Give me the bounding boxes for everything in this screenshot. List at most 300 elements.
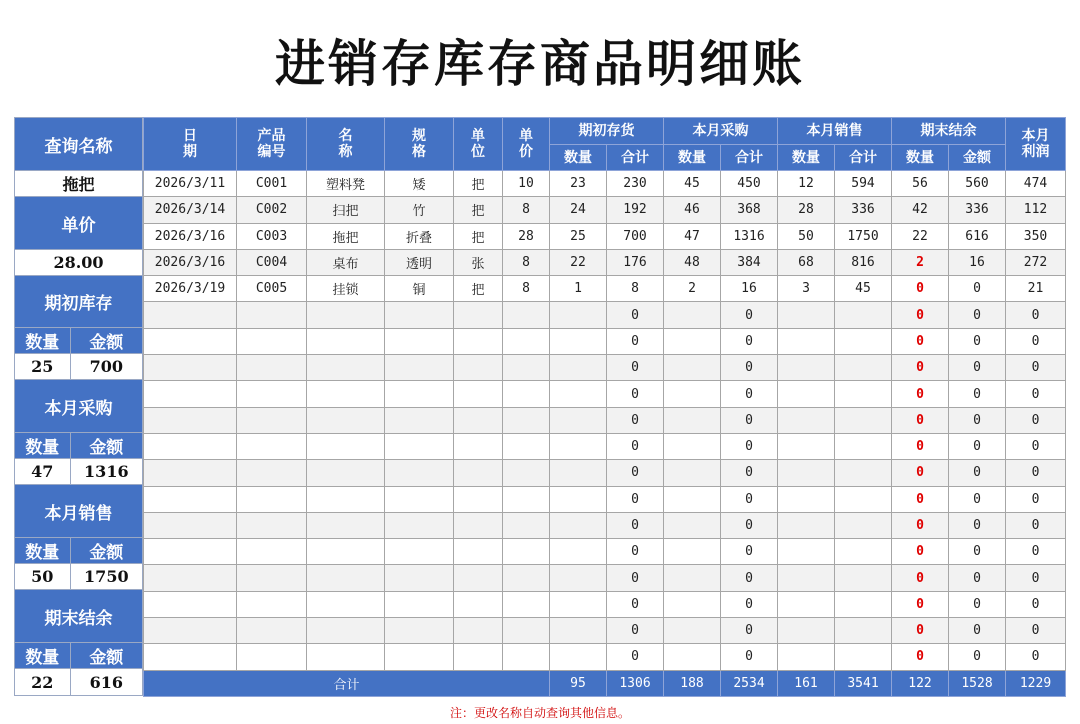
table-cell[interactable]: 8 [503, 276, 550, 302]
table-cell[interactable] [835, 591, 892, 617]
table-cell[interactable]: 23 [550, 171, 607, 197]
table-cell[interactable] [664, 591, 721, 617]
table-cell[interactable]: 46 [664, 197, 721, 223]
table-cell[interactable]: 594 [835, 171, 892, 197]
table-cell[interactable]: 28 [778, 197, 835, 223]
table-cell[interactable] [144, 302, 237, 328]
table-cell[interactable]: 0 [892, 618, 949, 644]
table-cell[interactable] [550, 565, 607, 591]
table-cell[interactable] [385, 355, 454, 381]
table-row [144, 328, 1066, 354]
table-cell[interactable] [835, 355, 892, 381]
table-cell[interactable] [550, 407, 607, 433]
table-cell[interactable]: C004 [237, 249, 307, 275]
table-cell[interactable]: 0 [1006, 302, 1066, 328]
table-cell[interactable] [778, 355, 835, 381]
table-cell[interactable] [550, 381, 607, 407]
table-cell[interactable]: 0 [892, 328, 949, 354]
opening-stock-label: 期初库存 [15, 276, 143, 328]
table-cell[interactable] [454, 460, 503, 486]
table-cell[interactable] [307, 644, 385, 670]
table-cell[interactable]: 0 [949, 407, 1006, 433]
purchase-amt-label: 金额 [70, 433, 142, 459]
table-cell[interactable] [307, 565, 385, 591]
table-cell[interactable] [454, 618, 503, 644]
table-cell[interactable]: 0 [892, 407, 949, 433]
query-name-input[interactable]: 拖把 [15, 171, 143, 197]
table-cell[interactable] [144, 381, 237, 407]
table-cell[interactable]: 0 [721, 565, 778, 591]
table-cell[interactable]: 0 [949, 355, 1006, 381]
table-cell[interactable] [835, 539, 892, 565]
table-cell[interactable]: 0 [607, 355, 664, 381]
table-cell[interactable]: 0 [949, 539, 1006, 565]
table-cell[interactable] [835, 302, 892, 328]
table-cell[interactable]: 0 [721, 539, 778, 565]
table-cell[interactable] [835, 618, 892, 644]
table-cell[interactable] [454, 302, 503, 328]
table-cell[interactable] [550, 539, 607, 565]
table-cell[interactable]: 0 [721, 512, 778, 538]
table-cell[interactable]: 拖把 [307, 223, 385, 249]
table-cell[interactable]: 24 [550, 197, 607, 223]
table-cell[interactable] [503, 381, 550, 407]
sales-amt-value: 1750 [70, 564, 142, 590]
table-cell[interactable] [385, 486, 454, 512]
table-cell[interactable] [307, 591, 385, 617]
table-cell[interactable]: 336 [835, 197, 892, 223]
table-cell[interactable] [550, 591, 607, 617]
table-cell[interactable] [454, 355, 503, 381]
table-cell[interactable] [778, 591, 835, 617]
table-cell[interactable] [835, 512, 892, 538]
table-cell[interactable] [503, 302, 550, 328]
table-cell[interactable]: 0 [892, 381, 949, 407]
table-cell[interactable]: 350 [1006, 223, 1066, 249]
table-cell[interactable] [664, 355, 721, 381]
table-cell[interactable] [385, 618, 454, 644]
table-cell[interactable]: 0 [949, 460, 1006, 486]
table-cell[interactable]: 16 [949, 249, 1006, 275]
table-cell[interactable]: 0 [1006, 486, 1066, 512]
table-cell[interactable] [778, 486, 835, 512]
table-cell[interactable] [144, 460, 237, 486]
table-cell[interactable] [237, 565, 307, 591]
table-cell[interactable] [307, 381, 385, 407]
table-cell[interactable] [237, 460, 307, 486]
table-cell[interactable]: 16 [721, 276, 778, 302]
table-cell[interactable] [307, 433, 385, 459]
table-cell[interactable] [550, 460, 607, 486]
table-cell[interactable]: 1750 [835, 223, 892, 249]
table-cell[interactable] [664, 328, 721, 354]
table-cell[interactable]: 0 [721, 355, 778, 381]
table-cell[interactable] [237, 486, 307, 512]
table-cell[interactable]: 50 [778, 223, 835, 249]
table-cell[interactable]: 0 [892, 644, 949, 670]
table-cell[interactable] [144, 512, 237, 538]
table-cell[interactable]: 0 [721, 486, 778, 512]
table-cell[interactable] [835, 433, 892, 459]
table-cell[interactable]: 0 [721, 591, 778, 617]
table-cell[interactable]: 0 [721, 618, 778, 644]
table-cell[interactable]: 0 [721, 381, 778, 407]
table-cell[interactable] [307, 460, 385, 486]
table-cell[interactable]: 700 [607, 223, 664, 249]
table-cell[interactable] [550, 486, 607, 512]
table-cell[interactable] [385, 539, 454, 565]
table-cell[interactable] [237, 433, 307, 459]
table-cell[interactable]: C001 [237, 171, 307, 197]
table-cell[interactable]: 0 [607, 644, 664, 670]
table-cell[interactable]: 0 [1006, 381, 1066, 407]
table-cell[interactable] [778, 539, 835, 565]
table-cell[interactable] [550, 618, 607, 644]
table-cell[interactable] [664, 407, 721, 433]
col-opening-qty: 数量 [550, 145, 607, 171]
table-cell[interactable] [144, 644, 237, 670]
table-cell[interactable] [778, 381, 835, 407]
table-cell[interactable]: 8 [503, 249, 550, 275]
table-cell[interactable] [503, 591, 550, 617]
table-cell[interactable]: 0 [892, 302, 949, 328]
table-cell[interactable] [454, 512, 503, 538]
table-cell[interactable] [385, 407, 454, 433]
table-cell[interactable]: C003 [237, 223, 307, 249]
table-cell[interactable] [778, 302, 835, 328]
table-cell[interactable]: 把 [454, 276, 503, 302]
table-cell[interactable] [237, 618, 307, 644]
table-cell[interactable] [664, 433, 721, 459]
table-cell[interactable]: 0 [721, 328, 778, 354]
table-cell[interactable] [550, 433, 607, 459]
table-cell[interactable]: 把 [454, 197, 503, 223]
table-cell[interactable]: 0 [892, 276, 949, 302]
table-cell[interactable] [835, 460, 892, 486]
table-cell[interactable]: 0 [1006, 512, 1066, 538]
table-cell[interactable]: 2026/3/16 [144, 223, 237, 249]
table-cell[interactable] [835, 644, 892, 670]
table-cell[interactable] [307, 407, 385, 433]
table-cell[interactable]: 21 [1006, 276, 1066, 302]
table-cell[interactable]: 0 [949, 486, 1006, 512]
table-cell[interactable] [144, 565, 237, 591]
table-cell[interactable]: 2026/3/11 [144, 171, 237, 197]
table-row [144, 223, 1066, 249]
table-cell[interactable] [237, 328, 307, 354]
table-cell[interactable]: 336 [949, 197, 1006, 223]
table-cell[interactable]: 22 [550, 249, 607, 275]
table-cell[interactable] [454, 644, 503, 670]
table-cell[interactable]: 0 [949, 565, 1006, 591]
table-cell[interactable] [307, 355, 385, 381]
table-cell[interactable] [144, 486, 237, 512]
table-cell[interactable] [385, 565, 454, 591]
table-cell[interactable]: 22 [892, 223, 949, 249]
table-cell[interactable]: 铜 [385, 276, 454, 302]
table-cell[interactable]: 3 [778, 276, 835, 302]
table-cell[interactable] [550, 644, 607, 670]
table-cell[interactable]: 把 [454, 171, 503, 197]
table-cell[interactable]: 0 [607, 591, 664, 617]
table-cell[interactable] [385, 381, 454, 407]
table-cell[interactable]: 0 [949, 433, 1006, 459]
table-cell[interactable]: 2026/3/19 [144, 276, 237, 302]
table-cell[interactable]: 0 [721, 644, 778, 670]
table-cell[interactable] [454, 328, 503, 354]
table-cell[interactable] [144, 591, 237, 617]
table-cell[interactable]: 0 [607, 381, 664, 407]
table-cell[interactable]: 474 [1006, 171, 1066, 197]
table-cell[interactable] [503, 355, 550, 381]
table-cell[interactable]: 384 [721, 249, 778, 275]
table-cell[interactable]: 0 [892, 486, 949, 512]
table-cell[interactable]: 0 [607, 407, 664, 433]
table-cell[interactable] [144, 328, 237, 354]
table-cell[interactable]: 47 [664, 223, 721, 249]
table-cell[interactable] [778, 407, 835, 433]
table-cell[interactable] [503, 539, 550, 565]
table-cell[interactable] [454, 486, 503, 512]
table-cell[interactable] [778, 644, 835, 670]
table-cell[interactable] [237, 512, 307, 538]
table-cell[interactable]: 0 [1006, 407, 1066, 433]
table-cell[interactable] [307, 512, 385, 538]
table-cell[interactable] [778, 512, 835, 538]
table-cell[interactable]: 矮 [385, 171, 454, 197]
table-cell[interactable]: 2 [664, 276, 721, 302]
table-cell[interactable] [778, 328, 835, 354]
table-cell[interactable]: 0 [607, 539, 664, 565]
table-cell[interactable] [237, 355, 307, 381]
table-cell[interactable]: 45 [835, 276, 892, 302]
table-cell[interactable]: 0 [607, 618, 664, 644]
table-cell[interactable] [385, 644, 454, 670]
table-cell[interactable] [835, 381, 892, 407]
table-cell[interactable] [503, 460, 550, 486]
table-cell[interactable]: 68 [778, 249, 835, 275]
table-cell[interactable]: 0 [1006, 433, 1066, 459]
table-cell[interactable]: 0 [892, 565, 949, 591]
table-cell[interactable] [503, 433, 550, 459]
table-cell[interactable]: 0 [607, 460, 664, 486]
table-cell[interactable]: 0 [607, 512, 664, 538]
table-cell[interactable]: 48 [664, 249, 721, 275]
table-cell[interactable] [664, 512, 721, 538]
table-cell[interactable] [307, 618, 385, 644]
table-cell[interactable]: C002 [237, 197, 307, 223]
table-cell[interactable] [778, 460, 835, 486]
col-closing-amount: 金额 [949, 145, 1006, 171]
table-cell[interactable] [237, 539, 307, 565]
table-cell[interactable] [664, 460, 721, 486]
table-cell[interactable]: 0 [721, 460, 778, 486]
table-cell[interactable] [454, 591, 503, 617]
table-cell[interactable]: 176 [607, 249, 664, 275]
table-cell[interactable] [664, 486, 721, 512]
table-cell[interactable]: 0 [892, 539, 949, 565]
table-cell[interactable]: 8 [503, 197, 550, 223]
table-cell[interactable] [385, 460, 454, 486]
table-cell[interactable]: 0 [949, 644, 1006, 670]
table-cell[interactable]: 把 [454, 223, 503, 249]
closing-amt-label: 金额 [70, 643, 142, 669]
table-cell[interactable]: 扫把 [307, 197, 385, 223]
table-cell[interactable]: 0 [607, 486, 664, 512]
table-cell[interactable] [835, 565, 892, 591]
table-cell[interactable]: 192 [607, 197, 664, 223]
table-cell[interactable]: 竹 [385, 197, 454, 223]
table-cell[interactable] [550, 355, 607, 381]
table-cell[interactable]: 12 [778, 171, 835, 197]
table-cell[interactable]: 0 [949, 302, 1006, 328]
table-cell[interactable]: 0 [1006, 644, 1066, 670]
table-cell[interactable] [503, 328, 550, 354]
table-cell[interactable] [454, 433, 503, 459]
table-cell[interactable]: 8 [607, 276, 664, 302]
table-cell[interactable]: 0 [1006, 591, 1066, 617]
table-cell[interactable] [835, 328, 892, 354]
table-cell[interactable]: 272 [1006, 249, 1066, 275]
table-cell[interactable] [503, 512, 550, 538]
table-cell[interactable] [503, 618, 550, 644]
table-cell[interactable] [778, 433, 835, 459]
table-cell[interactable]: 折叠 [385, 223, 454, 249]
table-cell[interactable]: 56 [892, 171, 949, 197]
table-cell[interactable] [144, 355, 237, 381]
table-cell[interactable] [454, 565, 503, 591]
table-cell[interactable]: 230 [607, 171, 664, 197]
table-cell[interactable] [307, 302, 385, 328]
table-cell[interactable] [237, 591, 307, 617]
table-cell[interactable]: 0 [607, 302, 664, 328]
table-cell[interactable] [778, 618, 835, 644]
table-cell[interactable]: 0 [721, 302, 778, 328]
table-cell[interactable]: 0 [1006, 618, 1066, 644]
table-cell[interactable]: 42 [892, 197, 949, 223]
table-cell[interactable]: 0 [1006, 355, 1066, 381]
table-cell[interactable] [664, 618, 721, 644]
table-cell[interactable]: 透明 [385, 249, 454, 275]
table-cell[interactable] [503, 644, 550, 670]
table-cell[interactable] [550, 328, 607, 354]
table-cell[interactable]: 28 [503, 223, 550, 249]
table-cell[interactable]: C005 [237, 276, 307, 302]
table-cell[interactable] [144, 539, 237, 565]
table-cell[interactable]: 0 [1006, 565, 1066, 591]
table-row [144, 171, 1066, 197]
table-cell[interactable] [454, 381, 503, 407]
table-cell[interactable] [237, 644, 307, 670]
table-cell[interactable]: 0 [607, 328, 664, 354]
table-cell[interactable]: 10 [503, 171, 550, 197]
table-cell[interactable]: 张 [454, 249, 503, 275]
table-cell[interactable]: 450 [721, 171, 778, 197]
table-cell[interactable]: 0 [949, 276, 1006, 302]
table-cell[interactable] [503, 486, 550, 512]
table-cell[interactable]: 0 [892, 512, 949, 538]
sales-amt-label: 金额 [70, 538, 142, 564]
table-cell[interactable]: 桌布 [307, 249, 385, 275]
table-cell[interactable]: 塑料凳 [307, 171, 385, 197]
table-cell[interactable]: 挂锁 [307, 276, 385, 302]
table-cell[interactable]: 0 [949, 512, 1006, 538]
table-cell[interactable] [307, 539, 385, 565]
table-cell[interactable] [503, 565, 550, 591]
table-cell[interactable]: 0 [1006, 328, 1066, 354]
table-cell[interactable]: 0 [949, 328, 1006, 354]
table-cell[interactable]: 1 [550, 276, 607, 302]
table-cell[interactable] [454, 407, 503, 433]
table-cell[interactable]: 560 [949, 171, 1006, 197]
table-cell[interactable] [237, 302, 307, 328]
table-cell[interactable] [307, 328, 385, 354]
table-cell[interactable]: 0 [607, 565, 664, 591]
table-cell[interactable] [550, 512, 607, 538]
table-cell[interactable] [550, 302, 607, 328]
table-cell[interactable] [385, 302, 454, 328]
query-panel [14, 117, 143, 696]
table-cell[interactable]: 0 [1006, 539, 1066, 565]
table-cell[interactable] [835, 407, 892, 433]
table-cell[interactable]: 2026/3/16 [144, 249, 237, 275]
table-cell[interactable] [385, 328, 454, 354]
table-cell[interactable] [454, 539, 503, 565]
purchase-qty-label: 数量 [15, 433, 71, 459]
total-cell: 1229 [1006, 670, 1066, 696]
table-cell[interactable] [503, 407, 550, 433]
table-cell[interactable]: 816 [835, 249, 892, 275]
table-cell[interactable]: 0 [721, 433, 778, 459]
table-cell[interactable]: 0 [892, 591, 949, 617]
table-cell[interactable] [778, 565, 835, 591]
table-cell[interactable] [237, 407, 307, 433]
table-cell[interactable] [144, 433, 237, 459]
table-cell[interactable]: 0 [892, 433, 949, 459]
table-cell[interactable] [664, 539, 721, 565]
table-cell[interactable]: 2 [892, 249, 949, 275]
table-cell[interactable] [144, 618, 237, 644]
table-cell[interactable]: 0 [949, 591, 1006, 617]
table-cell[interactable]: 0 [892, 460, 949, 486]
table-cell[interactable] [664, 302, 721, 328]
table-cell[interactable]: 368 [721, 197, 778, 223]
table-cell[interactable]: 616 [949, 223, 1006, 249]
table-cell[interactable] [144, 407, 237, 433]
table-cell[interactable] [385, 433, 454, 459]
table-cell[interactable] [237, 381, 307, 407]
table-cell[interactable]: 0 [949, 381, 1006, 407]
table-cell[interactable] [835, 486, 892, 512]
table-cell[interactable] [385, 512, 454, 538]
table-cell[interactable]: 0 [721, 407, 778, 433]
table-cell[interactable]: 2026/3/14 [144, 197, 237, 223]
table-cell[interactable]: 0 [892, 355, 949, 381]
table-cell[interactable]: 1316 [721, 223, 778, 249]
total-cell: 2534 [721, 670, 778, 696]
table-cell[interactable]: 25 [550, 223, 607, 249]
table-cell[interactable] [664, 565, 721, 591]
table-cell[interactable]: 0 [949, 618, 1006, 644]
table-cell[interactable]: 0 [607, 433, 664, 459]
table-cell[interactable] [307, 486, 385, 512]
table-cell[interactable] [385, 591, 454, 617]
table-cell[interactable] [664, 381, 721, 407]
table-cell[interactable]: 0 [1006, 460, 1066, 486]
table-cell[interactable] [664, 644, 721, 670]
table-cell[interactable]: 45 [664, 171, 721, 197]
table-cell[interactable]: 112 [1006, 197, 1066, 223]
